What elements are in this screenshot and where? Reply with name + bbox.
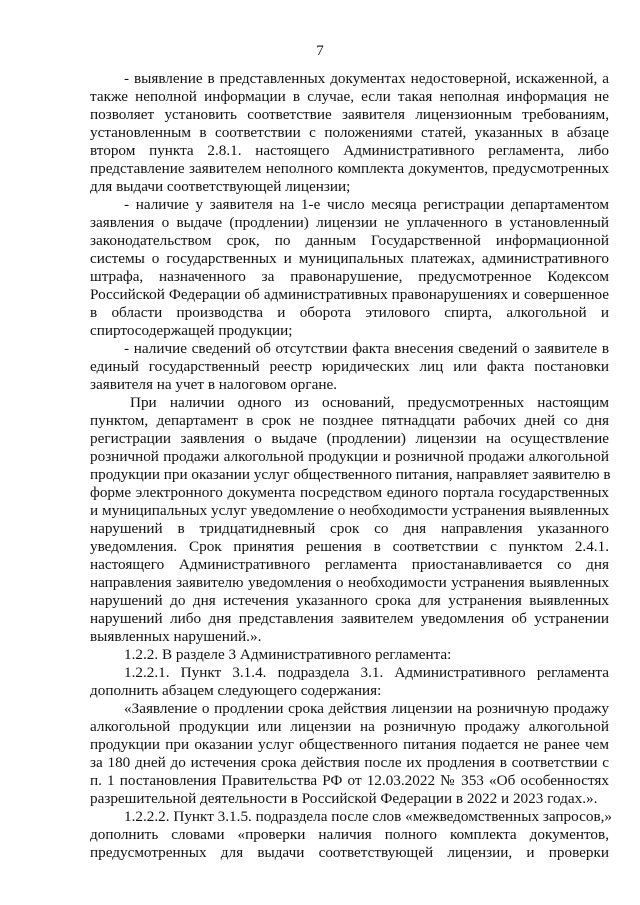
text-line: и муниципальных услуг уведомление о необходимости устранения выявленных — [90, 502, 609, 519]
text-line: дополнить абзацем следующего содержания: — [90, 682, 382, 699]
page-number: 7 — [316, 43, 324, 59]
text-line: Российской Федерации об административных правонарушениях и совершенное — [90, 286, 609, 303]
text-line: дополнить словами «проверки наличия полного комплекта документов, — [90, 826, 609, 843]
text-line: - наличие сведений об отсутствии факта внесения сведений о заявителе в — [124, 340, 609, 357]
text-line: форме электронного документа посредством единого портала государственных — [90, 484, 609, 501]
text-line: уведомления. Срок принятия решения в соответствии с пунктом 2.4.1. — [90, 538, 609, 555]
text-line: позволяет установить соответствие заявителя лицензионным требованиям, — [90, 106, 609, 123]
text-line: розничной продажи алкогольной продукции и розничной продажи алкогольной — [90, 448, 609, 465]
text-line: 1.2.2. В разделе 3 Административного регламента: — [124, 646, 452, 663]
text-line: установленным в соответствии с положениями статей, указанных в абзаце — [90, 124, 609, 141]
text-line: единый государственный реестр юридических лиц или факта постановки — [90, 358, 609, 375]
text-line: п. 1 постановления Правительства РФ от 12.03.2022 № 353 «Об особенностях — [90, 772, 609, 789]
text-line: системы о государственных и муниципальных платежах, административного — [90, 250, 609, 267]
text-line: предусмотренных для выдачи соответствующей лицензии, и проверки — [90, 844, 609, 861]
text-line: для выдачи соответствующей лицензии; — [90, 178, 351, 195]
text-line: - наличие у заявителя на 1-е число месяца регистрации департаментом — [124, 196, 609, 213]
text-line: за 180 дней до истечения срока действия после их продления в соответствии с — [90, 754, 609, 771]
text-line: нарушений до дня истечения указанного срока для устранения выявленных — [90, 592, 609, 609]
text-line: разрешительной деятельности в Российской Федерации в 2022 и 2023 годах.». — [90, 790, 598, 807]
text-line: 1.2.2.2. Пункт 3.1.5. подраздела после слов «межведомственных запросов,» — [124, 808, 613, 825]
text-line: продукции при оказании услуг общественного питания подается не ранее чем — [90, 736, 609, 753]
text-line: законодательством срок, по данным Государственной информационной — [90, 232, 609, 249]
text-line: представление заявителем неполного комплекта документов, предусмотренных — [90, 160, 609, 177]
text-line: пунктом, департамент в срок не позднее пятнадцати рабочих дней со дня — [90, 412, 609, 429]
text-line: спиртосодержащей продукции; — [90, 322, 293, 339]
text-line: продукции при оказании услуг общественного питания, направляет заявителю в — [90, 466, 611, 483]
text-line: При наличии одного из оснований, предусмотренных настоящим — [130, 394, 609, 411]
text-line: заявления о выдаче (продлении) лицензии не уплаченного в установленный — [90, 214, 609, 231]
text-line: нарушений либо дня представления заявителем уведомления об устранении — [90, 610, 609, 627]
text-line: «Заявление о продлении срока действия лицензии на розничную продажу — [124, 700, 609, 717]
text-line: направления заявителю уведомления о необходимости устранения выявленных — [90, 574, 609, 591]
text-line: - выявление в представленных документах недостоверной, искаженной, а — [124, 70, 609, 87]
text-line: штрафа, назначенного за правонарушение, предусмотренное Кодексом — [90, 268, 609, 285]
text-line: также неполной информации в случае, если такая неполная информация не — [90, 88, 609, 105]
text-line: в области производства и оборота этилового спирта, алкогольной и — [90, 304, 609, 321]
text-line: 1.2.2.1. Пункт 3.1.4. подраздела 3.1. Административного регламента — [124, 664, 609, 681]
text-line: нарушений в тридцатидневный срок со дня направления указанного — [90, 520, 609, 537]
text-line: алкогольной продукции или лицензии на розничную продажу алкогольной — [90, 718, 609, 735]
text-line: выявленных нарушений.». — [90, 628, 262, 645]
text-line: втором пункта 2.8.1. настоящего Административного регламента, либо — [90, 142, 609, 159]
text-line: заявителя на учет в налоговом органе. — [90, 376, 338, 393]
text-line: регистрации заявления о выдаче (продлении) лицензии на осуществление — [90, 430, 609, 447]
text-line: настоящего Административного регламента приостанавливается со дня — [90, 556, 609, 573]
